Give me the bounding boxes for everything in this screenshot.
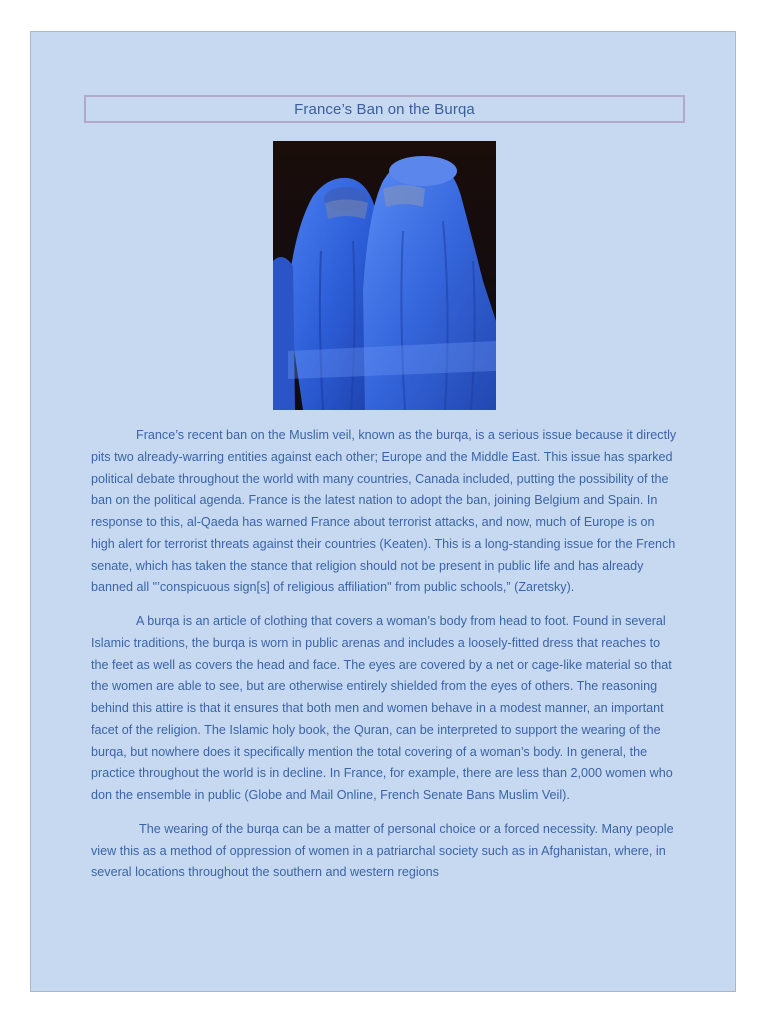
paragraph-2: A burqa is an article of clothing that covers a woman’s body from head to foot. Found in several Islamic traditions, the burqa is worn in public arenas and includes a loosely-fitted dress that reaches to the feet as well as covers the head and face. The eyes are covered by a net or cage-like material so that the women are able to see, but are otherwise entirely shielded from the eyes of others. The reasoning behind this attire is that it ensures that both men and women behave in a modest manner, an important facet of the religion. The Islamic holy book, the Quran, can be interpreted to support the wearing of the burqa, but nowhere does it specifically mention the total covering of a woman’s body. In general, the practice throughout the world is in decline. In France, for example, there are less than 2,000 women who don the ensemble in public (Globe and Mail Online, French Senate Bans Muslim Veil). xyxy=(91,614,673,802)
burqa-photo xyxy=(273,141,496,410)
title-box xyxy=(84,95,685,123)
body-text xyxy=(91,425,679,896)
document-page xyxy=(30,31,736,992)
document-title: France’s Ban on the Burqa xyxy=(294,100,475,118)
paragraph-3: The wearing of the burqa can be a matter of personal choice or a forced necessity. Many people view this as a method of oppression of women in a patriarchal society such as in Afghanistan, where, in several locations throughout the southern and western regions xyxy=(91,821,674,880)
paragraph-1: France’s recent ban on the Muslim veil, known as the burqa, is a serious issue because it directly pits two already-warring entities against each other; Europe and the Middle East. This issue has sparked political debate throughout the world with many countries, Canada included, putting the possibility of the ban on the political agenda. France is the latest nation to adopt the ban, joining Belgium and Spain. In response to this, al-Qaeda has warned France about terrorist attacks, and now, much of Europe is on high alert for terrorist threats against their countries (Keaten). This is a long-standing issue for the French senate, which has taken the stance that religion should not be present in public life and has already banned all "’conspicuous sign[s] of religious affiliation" from public schools,” (Zaretsky). xyxy=(91,428,677,595)
